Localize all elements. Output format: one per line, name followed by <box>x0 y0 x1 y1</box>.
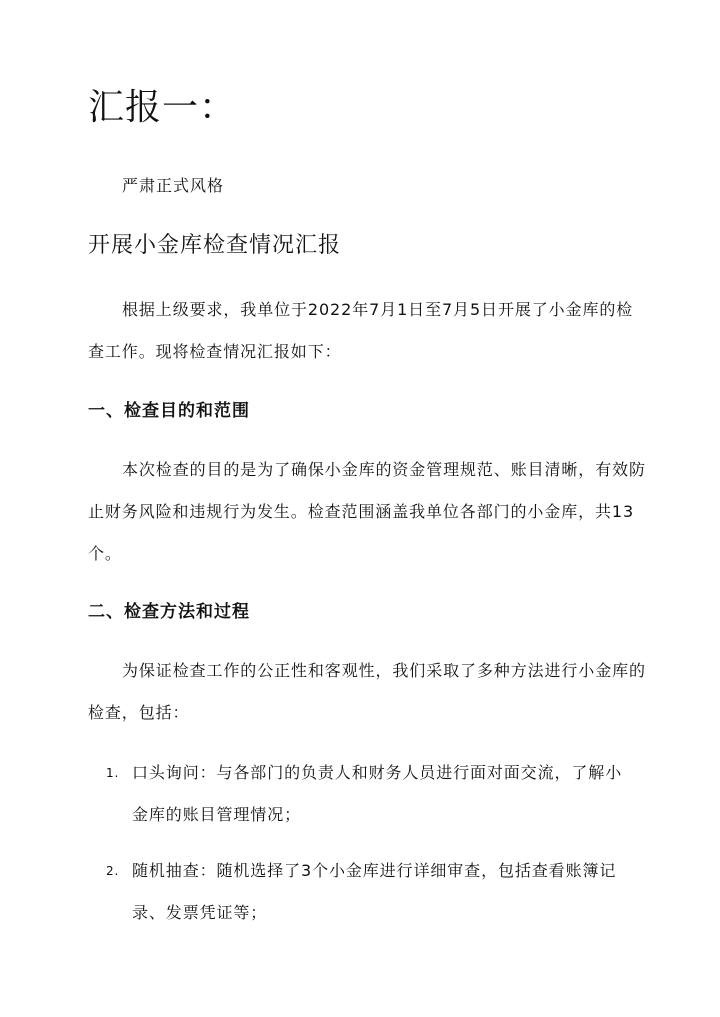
list-item-number: 1. <box>106 766 120 780</box>
document-title: 汇报一： <box>88 87 237 128</box>
intro-paragraph: 根据上级要求，我单位于2022年7月1日至7月5日开展了小金库的检查工作。现将检查情况汇报如下： <box>88 300 634 361</box>
section-heading-method: 二、检查方法和过程 <box>88 602 250 622</box>
report-title: 开展小金库检查情况汇报 <box>88 233 342 258</box>
section-body-method: 为保证检查工作的公正性和客观性，我们采取了多种方法进行小金库的检查，包括： <box>88 661 646 722</box>
section-body-purpose: 本次检查的目的是为了确保小金库的资金管理规范、账目清晰，有效防止财务风险和违规行为发生。检查范围涵盖我单位各部门的小金库，共13个。 <box>88 460 646 563</box>
section-heading-purpose: 一、检查目的和范围 <box>88 401 250 421</box>
list-item-text: 随机抽查：随机选择了3个小金库进行详细审查，包括查看账簿记录、发票凭证等； <box>132 861 617 922</box>
list-item <box>106 850 636 934</box>
style-subtitle: 严肃正式风格 <box>122 176 225 195</box>
list-item-text: 口头询问：与各部门的负责人和财务人员进行面对面交流，了解小金库的账目管理情况； <box>132 763 623 824</box>
list-item-number: 2. <box>106 864 120 878</box>
list-item <box>106 752 636 836</box>
